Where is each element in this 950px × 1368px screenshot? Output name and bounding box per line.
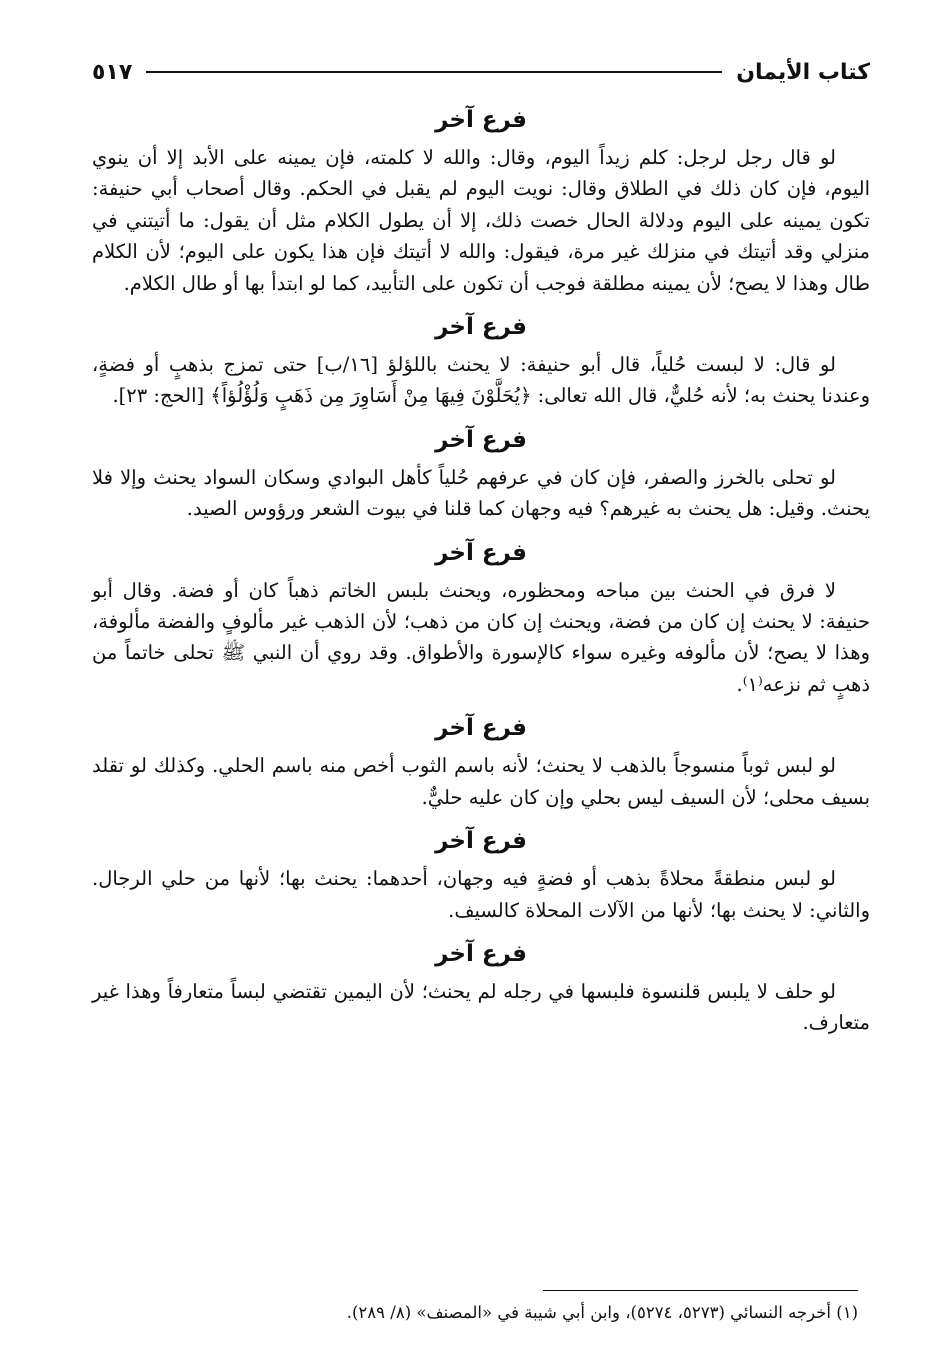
section-text: لا فرق في الحنث بين مباحه ومحظوره، ويحنث بلبس الخاتم ذهباً كان أو فضة. وقال أبو حنيفة: لا يحنث إن كان من فضة، ويحنث إن كان من ذهب؛ لأن الذهب غير مألوفٍ والفضة مألوفة، وهذا لا يصح؛ لأن مألوفه وغيره سواء كالإسورة والأطواق. وقد روي أن النبي ﷺ تحلى خاتماً من ذهبٍ ثم نزعه⁽١⁾.	[92, 578, 870, 696]
section-heading: فرع آخر	[435, 426, 527, 453]
section-heading: فرع آخر	[435, 539, 527, 566]
section-text: لو قال رجل لرجل: كلم زيداً اليوم، وقال: والله لا كلمته، فإن يمينه على الأبد إلا أن ينوي اليوم، فإن كان ذلك في الطلاق وقال: نويت اليوم لم يقبل في الحكم. وقال أصحاب أبي حنيفة: تكون يمينه على اليوم ودلالة الحال خصت ذلك، إلا أن يطول الكلام مثل أن يقول: ما أتيتني في منزلي وقد أتيتك في منزلك غير مرة، فيقول: والله لا أتيتك فإن هذا يكون على اليوم؛ لأن الكلام طال وهذا لا يصح؛ لأن يمينه مطلقة فوجب أن تكون على التأبيد، كما لو ابتدأ بها أو طال الكلام.	[92, 146, 870, 295]
section-text: لو حلف لا يلبس قلنسوة فلبسها في رجله لم يحنث؛ لأن اليمين تقتضي لبساً متعارفاً وهذا غير متعارف.	[92, 979, 870, 1035]
section-heading: فرع آخر	[435, 314, 527, 341]
section-heading: فرع آخر	[435, 107, 527, 133]
section-1	[92, 102, 870, 299]
footnote: (١) أخرجه النسائي (٥٢٧٣، ٥٢٧٤)، وابن أبي شيبة في «المصنف» (٨/ ٢٨٩).	[346, 1303, 858, 1322]
section-text: لو تحلى بالخرز والصفر، فإن كان في عرفهم حُلياً كأهل البوادي وسكان السواد يحنث وإلا فلا يحنث. وقيل: هل يحنث به غيرهم؟ فيه وجهان كما قلنا في بيوت الشعر ورؤوس الصيد.	[92, 465, 870, 521]
book-page	[92, 52, 870, 1039]
section-7	[92, 936, 870, 1039]
header-rule	[146, 71, 722, 73]
page-number: ٥١٧	[92, 59, 133, 85]
section-text: لو قال: لا لبست حُلياً، قال أبو حنيفة: لا يحنث باللؤلؤ [١٦/ب] حتى تمزج بذهبٍ أو فضةٍ، وعندنا يحنث به؛ لأنه حُليٌّ، قال الله تعالى: ﴿يُحَلَّوْنَ فِيهَا مِنْ أَسَاوِرَ مِن ذَهَبٍ وَلُؤْلُؤاً﴾ [الحج: ٢٣].	[92, 353, 870, 408]
section-3	[92, 422, 870, 525]
section-text: لو لبس منطقةً محلاةً بذهب أو فضةٍ فيه وجهان، أحدهما: يحنث بها؛ لأنها من حلي الرجال. والثاني: لا يحنث بها؛ لأنها من الآلات المحلاة كالسيف.	[92, 867, 870, 922]
section-heading: فرع آخر	[435, 828, 527, 855]
section-6	[92, 823, 870, 926]
section-5	[92, 710, 870, 813]
section-4	[92, 535, 870, 701]
book-title: كتاب الأيمان	[736, 59, 870, 85]
section-heading: فرع آخر	[435, 715, 527, 742]
running-header	[92, 52, 870, 92]
section-text: لو لبس ثوباً منسوجاً بالذهب لا يحنث؛ لأنه باسم الثوب أخص منه باسم الحلي. وكذلك لو تقلد بسيف محلى؛ لأن السيف ليس بحلي وإن كان عليه حليٌّ.	[92, 754, 870, 809]
section-heading: فرع آخر	[435, 940, 527, 967]
section-2	[92, 309, 870, 412]
footnote-rule	[543, 1290, 858, 1291]
